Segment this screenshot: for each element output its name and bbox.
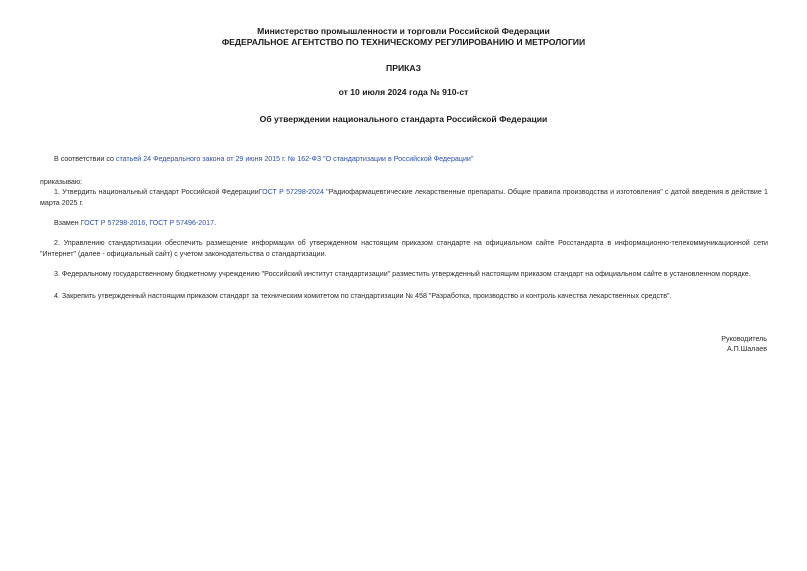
agency-heading: ФЕДЕРАЛЬНОЕ АГЕНТСТВО ПО ТЕХНИЧЕСКОМУ РЕГУЛИРОВАНИЮ И МЕТРОЛОГИИ bbox=[221, 37, 586, 47]
replace-text: Взамен bbox=[54, 219, 81, 227]
gost-2024-link[interactable]: ГОСТ Р 57298-2024 bbox=[258, 188, 324, 196]
item4-paragraph: 4. Закрепить утвержденный настоящим приказом стандарт за техническим комитетом по стандартизации № 458 "Разработка, производство и контроль качества лекарственных средств". bbox=[54, 292, 672, 300]
signature-role: Руководитель bbox=[721, 335, 767, 343]
date-number: от 10 июля 2024 года № 910-ст bbox=[338, 87, 469, 97]
replace-paragraph bbox=[40, 218, 768, 229]
item3-paragraph: 3. Федеральному государственному бюджетному учреждению "Российский институт стандартизации" разместить утвержденный настоящим приказом стандарт на официальном сайте в установленном порядке. bbox=[54, 270, 751, 278]
item1-text: 1. Утвердить национальный стандарт Российской Федерации bbox=[54, 188, 259, 196]
replace-separator: , bbox=[145, 219, 150, 227]
federal-law-link[interactable]: статьей 24 Федерального закона от 29 июня 2015 г. № 162-ФЗ "О стандартизации в Российской Федерации" bbox=[115, 155, 474, 163]
doc-type-heading: ПРИКАЗ bbox=[386, 63, 421, 73]
ministry-heading: Министерство промышленности и торговли Российской Федерации bbox=[257, 26, 550, 36]
replace-end: . bbox=[214, 219, 217, 227]
document-title: Об утверждении национального стандарта Российской Федерации bbox=[259, 114, 548, 124]
gost-2016-link[interactable]: ГОСТ Р 57298-2016 bbox=[80, 219, 146, 227]
signature-name: А.П.Шалаев bbox=[726, 345, 767, 353]
item1-text-after: "Радиофармацевтические лекарственные препараты. Общие правила производства и изготовления" с датой введения в действие 1 марта 2025 г. bbox=[40, 188, 768, 207]
item2-paragraph: 2. Управлению стандартизации обеспечить размещение информации об утвержденном настоящим приказом стандарте на официальном сайте Росстандарта в информационно-телекоммуникационной сети "Интернет" (далее - официальный сайт) с учетом законодательства о стандартизации. bbox=[40, 239, 768, 258]
order-word: приказываю: bbox=[40, 178, 83, 186]
item1-paragraph bbox=[40, 187, 768, 208]
gost-2017-link[interactable]: ГОСТ Р 57496-2017 bbox=[149, 219, 215, 227]
preamble-paragraph bbox=[40, 154, 768, 165]
preamble-text: В соответствии со bbox=[54, 155, 116, 163]
